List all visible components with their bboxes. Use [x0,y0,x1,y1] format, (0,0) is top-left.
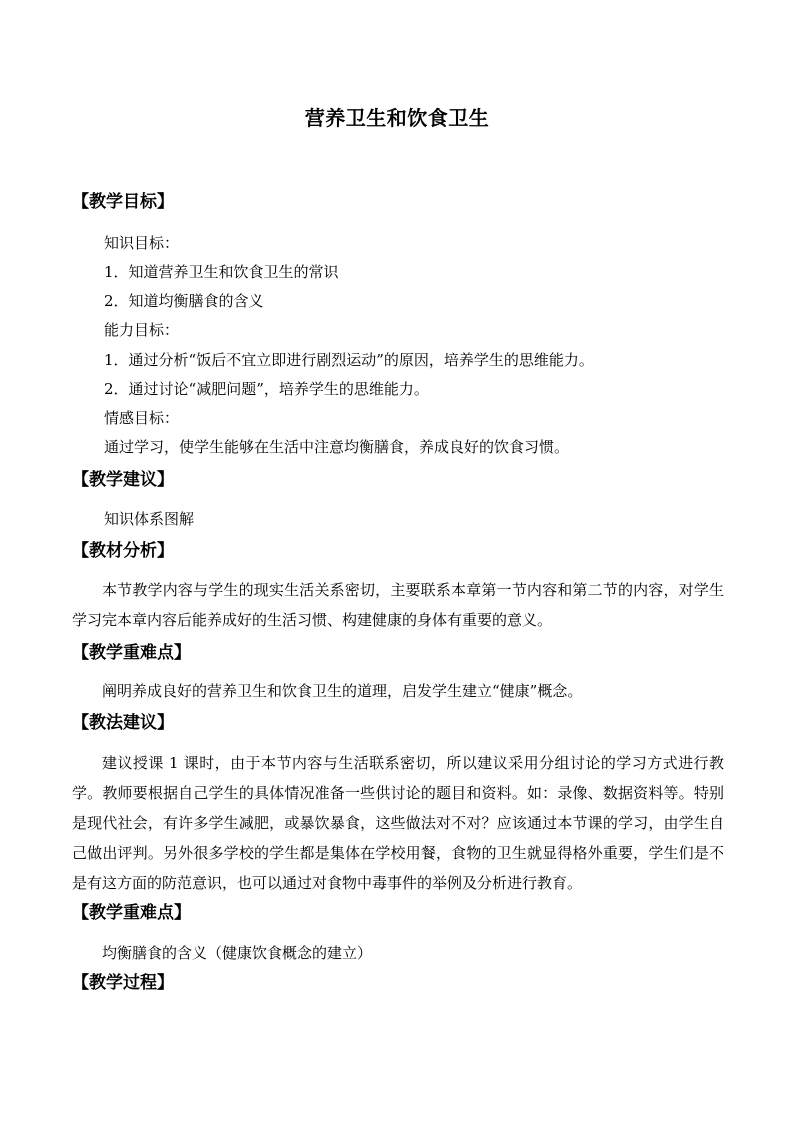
goal-line: 2．通过讨论“减肥问题”，培养学生的思维能力。 [104,380,429,398]
goal-line: 能力目标： [104,321,180,339]
section-heading-method: 【教法建议】 [72,713,174,733]
goal-line: 通过学习，使学生能够在生活中注意均衡膳食，养成良好的饮食习惯。 [104,438,570,456]
goal-line: 情感目标： [104,409,180,427]
material-paragraph: 本节教学内容与学生的现实生活关系密切，主要联系本章第一节内容和第二节的内容，对学生学习完本章内容后能养成好的生活习惯、构建健康的身体有重要的意义。 [72,581,724,629]
goal-line: 知识目标： [104,234,180,252]
goal-line: 2．知道均衡膳食的含义 [104,292,264,310]
section-heading-material: 【教材分析】 [72,541,174,561]
section-heading-suggestion: 【教学建议】 [72,470,174,490]
suggestion-text: 知识体系图解 [104,510,195,528]
section-heading-keypoints-2: 【教学重难点】 [72,903,191,923]
goal-line: 1．知道营养卫生和饮食卫生的常识 [104,263,339,281]
goal-line: 1．通过分析“饭后不宜立即进行剧烈运动”的原因，培养学生的思维能力。 [104,351,594,369]
keypoints-paragraph: 阐明养成良好的营养卫生和饮食卫生的道理，启发学生建立“健康”概念。 [102,682,583,700]
section-heading-keypoints: 【教学重难点】 [72,643,191,663]
section-heading-goals: 【教学目标】 [72,192,174,212]
section-heading-process: 【教学过程】 [72,973,174,993]
method-paragraph: 建议授课 1 课时，由于本节内容与生活联系密切，所以建议采用分组讨论的学习方式进行教学。教师要根据自己学生的具体情况准备一些供讨论的题目和资料。如：录像、数据资料等。特别是现代社会，有许多学生减肥，或暴饮暴食，这些做法对不对？应该通过本节课的学习，由学生自己做出评判。另外很多学校的学生都是集体在学校用餐，食物的卫生就显得格外重要，学生们是不是有这方面的防范意识，也可以通过对食物中毒事件的举例及分析进行教育。 [72,754,724,892]
page-title: 营养卫生和饮食卫生 [304,106,490,130]
keypoints-2-paragraph: 均衡膳食的含义（健康饮食概念的建立） [102,944,373,962]
